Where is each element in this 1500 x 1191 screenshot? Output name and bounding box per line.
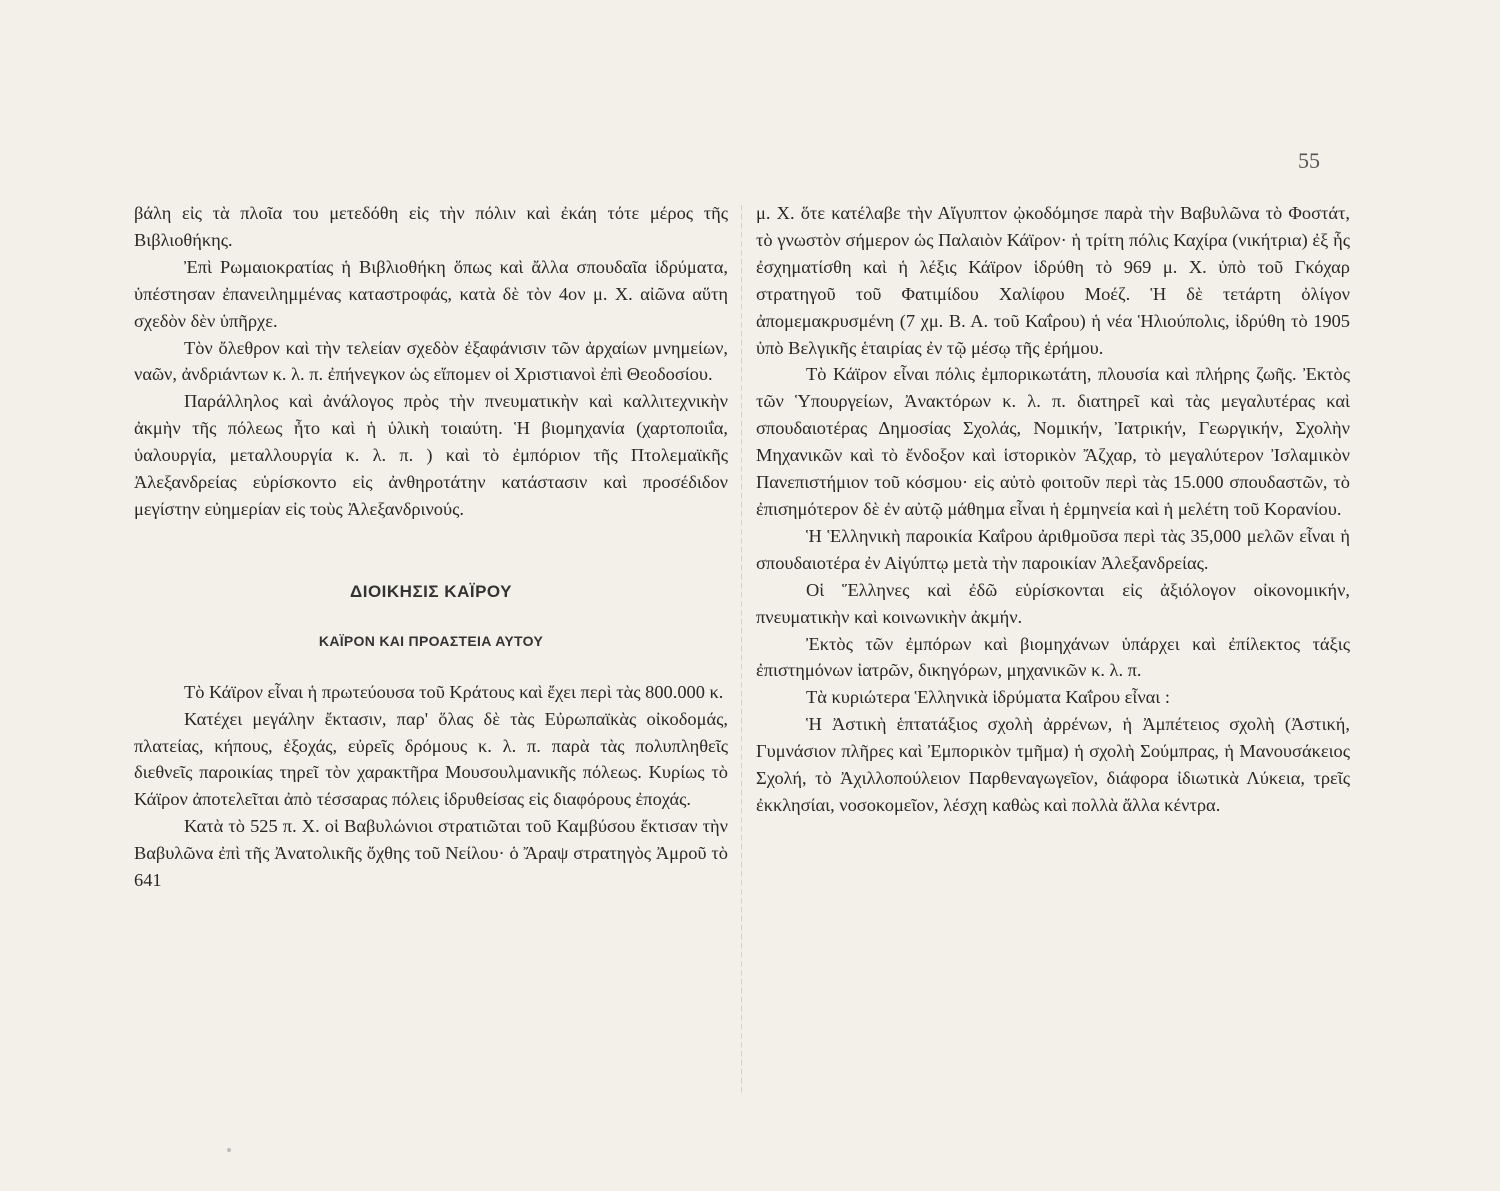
- paragraph: Τὸν ὄλεθρον καὶ τὴν τελείαν σχεδὸν ἐξαφάνισιν τῶν ἀρχαίων μνημείων, ναῶν, ἀνδριάντων κ. λ. π. ἐπήνεγκον ὡς εἴπομεν οἱ Χριστιανοὶ ἐπὶ Θεοδοσίου.: [134, 337, 728, 385]
- left-column: [134, 200, 728, 894]
- paragraph: Παράλληλος καὶ ἀνάλογος πρὸς τὴν πνευματικὴν καὶ καλλιτεχνικὴν ἀκμὴν τῆς πόλεως ἦτο καὶ ἡ ὑλικὴ τοιαύτη. Ἡ βιομηχανία (χαρτοποιΐα, ὑαλουργία, μεταλλουργία κ. λ. π. ) καὶ τὸ ἐμπόριον τῆς Πτολεμαϊκῆς Ἀλεξανδρείας εὑρίσκοντο εἰς ἀνθηροτάτην κατάστασιν καὶ προσέδιδον μεγίστην εὐημερίαν εἰς τοὺς Ἀλεξανδρινούς.: [134, 391, 728, 519]
- paragraph: Τὸ Κάϊρον εἶναι πόλις ἐμπορικωτάτη, πλουσία καὶ πλήρης ζωῆς. Ἐκτὸς τῶν Ὑπουργείων, Ἀνακτόρων κ. λ. π. διατηρεῖ καὶ τὰς μεγαλυτέρας καὶ σπουδαιοτέρας Δημοσίας Σχολάς, Νομικήν, Ἰατρικήν, Γεωργικήν, Σχολὴν Μηχανικῶν καὶ τὸ ἔνδοξον καὶ ἱστορικὸν Ἄζχαρ, τὸ μεγαλύτερον Ἰσλαμικὸν Πανεπιστήμιον τοῦ κόσμου· εἰς αὐτὸ φοιτοῦν περὶ τὰς 15.000 σπουδαστῶν, τὸ ἐπισημότερον δὲ ἐν αὐτῷ μάθημα εἶναι ἡ ἑρμηνεία καὶ ἡ μελέτη τοῦ Κορανίου.: [756, 364, 1350, 519]
- paragraph: Ἡ Ἑλληνικὴ παροικία Καΐρου ἀριθμοῦσα περὶ τὰς 35,000 μελῶν εἶναι ἡ σπουδαιοτέρα ἐν Αἰγύπτῳ μετὰ τὴν παροικίαν Ἀλεξανδρείας.: [756, 525, 1350, 573]
- right-column: [756, 200, 1350, 819]
- paragraph: Τὰ κυριώτερα Ἑλληνικὰ ἱδρύματα Καΐρου εἶναι :: [806, 687, 1170, 708]
- paragraph: Ἡ Ἀστικὴ ἑπτατάξιος σχολὴ ἀρρένων, ἡ Ἀμπέτειος σχολὴ (Ἀστική, Γυμνάσιον πλῆρες καὶ Ἐμπορικὸν τμῆμα) ἡ σχολὴ Σούμπρας, ἡ Μανουσάκειος Σχολή, τὸ Ἀχιλλοπούλειον Παρθεναγωγεῖον, διάφορα ἰδιωτικὰ Λύκεια, τρεῖς ἐκκλησίαι, νοσοκομεῖον, λέσχη καθὼς καὶ πολλὰ ἄλλα κέντρα.: [756, 714, 1350, 815]
- section-subheading: ΚΑΪΡΟΝ ΚΑΙ ΠΡΟΑΣΤΕΙΑ ΑΥΤΟΥ: [318, 632, 544, 649]
- paragraph: Κατὰ τὸ 525 π. Χ. οἱ Βαβυλώνιοι στρατιῶται τοῦ Καμβύσου ἔκτισαν τὴν Βαβυλῶνα ἐπὶ τῆς Ἀνατολικῆς ὄχθης τοῦ Νείλου· ὁ Ἄραψ στρατηγὸς Ἀμροῦ τὸ 641: [134, 816, 728, 891]
- paragraph: βάλη εἰς τὰ πλοῖα του μετεδόθη εἰς τὴν πόλιν καὶ ἐκάη τότε μέρος τῆς Βιβλιοθήκης.: [134, 203, 728, 250]
- section-heading: ΔΙΟΙΚΗΣΙΣ ΚΑΪΡΟΥ: [350, 581, 512, 601]
- paragraph: Οἱ Ἕλληνες καὶ ἐδῶ εὑρίσκονται εἰς ἀξιόλογον οἰκονομικήν, πνευματικὴν καὶ κοινωνικὴν ἀκμήν.: [756, 579, 1350, 627]
- paragraph: μ. Χ. ὅτε κατέλαβε τὴν Αἴγυπτον ᾠκοδόμησε παρὰ τὴν Βαβυλῶνα τὸ Φοστάτ, τὸ γνωστὸν σήμερον ὡς Παλαιὸν Κάϊρον· ἡ τρίτη πόλις Καχίρα (νικήτρια) ἐξ ἧς ἐσχηματίσθη καὶ ἡ λέξις Κάϊρον ἱδρύθη τὸ 969 μ. Χ. ὑπὸ τοῦ Γκόχαρ στρατηγοῦ τοῦ Φατιμίδου Χαλίφου Μοέζ. Ἡ δὲ τετάρτη ὀλίγον ἀπομεμακρυσμένη (7 χμ. Β. Α. τοῦ Καΐρου) ἡ νέα Ἡλιούπολις, ἱδρύθη τὸ 1905 ὑπὸ Βελγικῆς ἑταιρίας ἐν τῷ μέσῳ τῆς ἐρήμου.: [756, 203, 1350, 358]
- paragraph: Ἐπὶ Ρωμαιοκρατίας ἡ Βιβλιοθήκη ὅπως καὶ ἄλλα σπουδαῖα ἱδρύματα, ὑπέστησαν ἐπανειλημμένας καταστροφάς, κατὰ δὲ τὸν 4ον μ. Χ. αἰῶνα αὕτη σχεδὸν δὲν ὑπῆρχε.: [134, 256, 728, 331]
- paper-speck: [227, 1148, 231, 1152]
- paragraph: Κατέχει μεγάλην ἔκτασιν, παρ' ὅλας δὲ τὰς Εὐρωπαϊκὰς οἰκοδομάς, πλατείας, κήπους, ἐξοχάς, εὐρεῖς δρόμους κ. λ. π. παρὰ τὰς πολυπληθεῖς διεθνεῖς παροικίας τηρεῖ τὸν χαρακτῆρα Μουσουλμανικῆς πόλεως. Κυρίως τὸ Κάϊρον ἀποτελεῖται ἀπὸ τέσσαρας πόλεις ἱδρυθείσας εἰς διαφόρους ἐποχάς.: [134, 708, 728, 810]
- paragraph: Τὸ Κάϊρον εἶναι ἡ πρωτεύουσα τοῦ Κράτους καὶ ἔχει περὶ τὰς 800.000 κ.: [184, 681, 724, 702]
- page-number: 55: [1298, 148, 1320, 173]
- column-divider: [741, 205, 742, 1095]
- paragraph: Ἐκτὸς τῶν ἐμπόρων καὶ βιομηχάνων ὑπάρχει καὶ ἐπίλεκτος τάξις ἐπιστημόνων ἰατρῶν, δικηγόρων, μηχανικῶν κ. λ. π.: [756, 633, 1350, 681]
